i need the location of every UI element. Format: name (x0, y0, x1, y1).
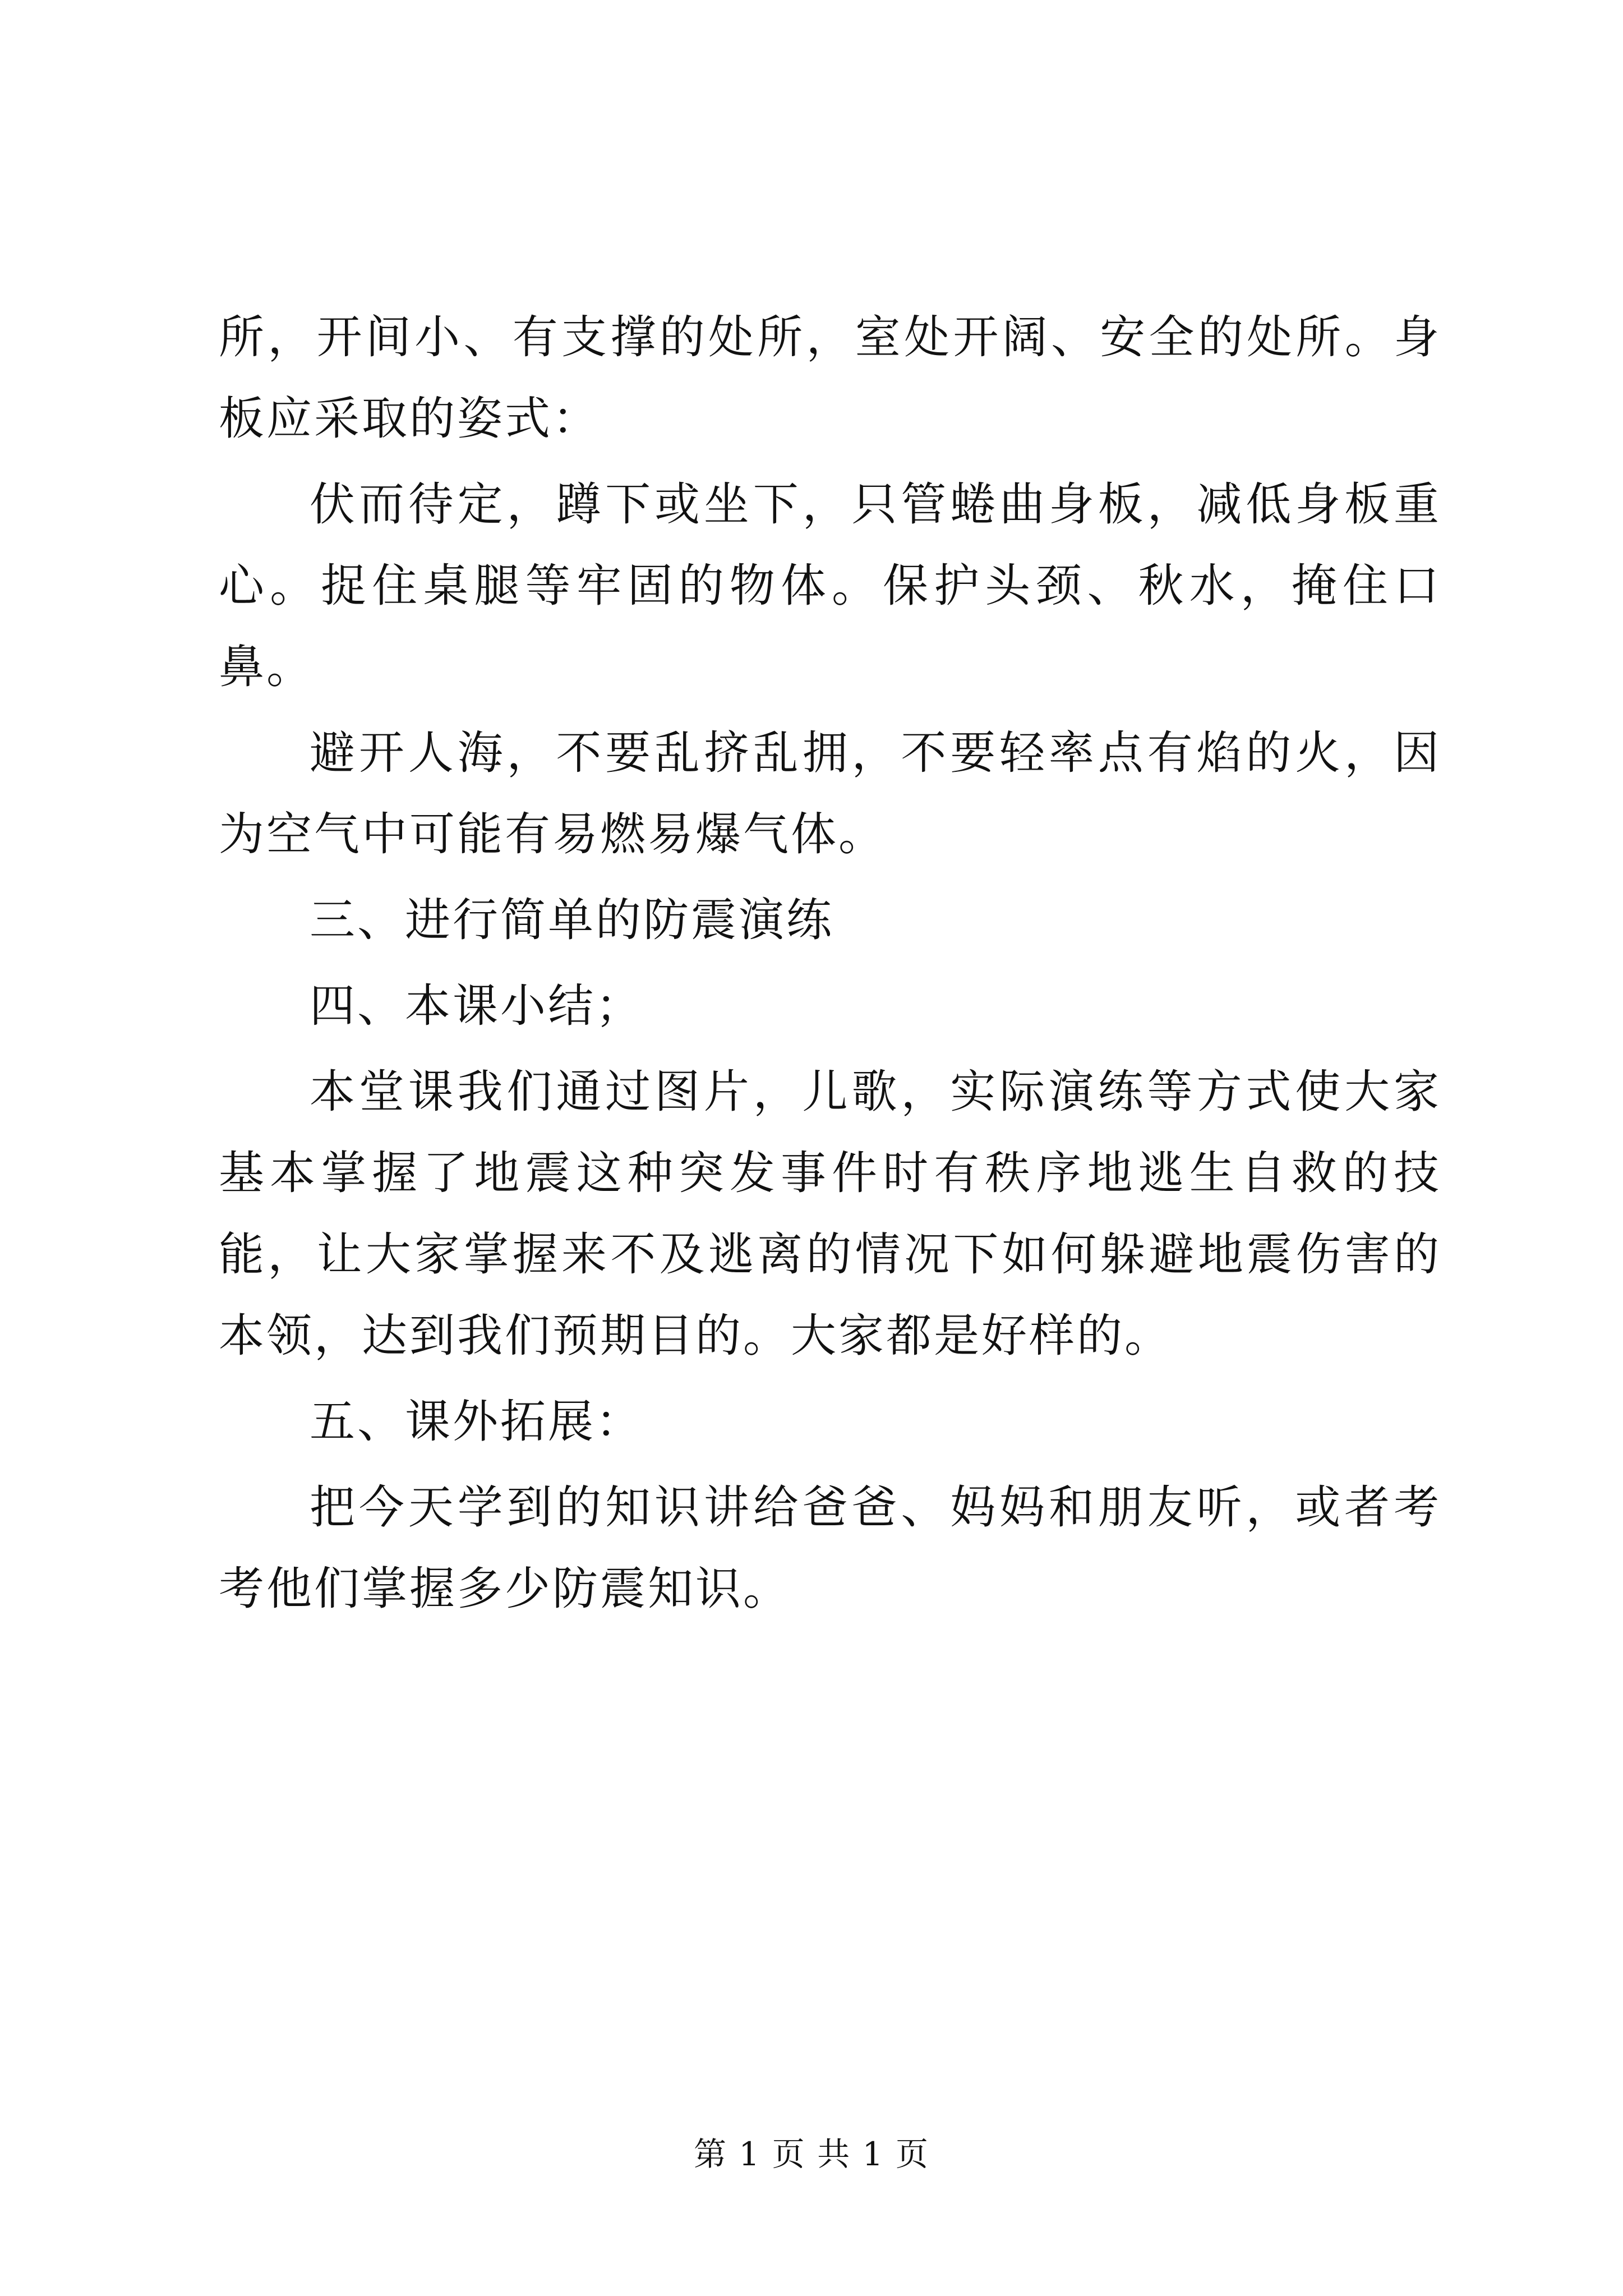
paragraph-continuation: 所，开间小、有支撑的处所，室处开阔、安全的处所。身板应采取的姿式： (219, 311, 1441, 445)
paragraph-posture: 伏而待定，蹲下或坐下，只管蜷曲身板，减低身板重心。捉住桌腿等牢固的物体。保护头颈、秋水，掩住口鼻。 (219, 478, 1441, 694)
section-heading-extension: 五、课外拓展： (310, 1396, 644, 1448)
paragraph-extension: 把今天学到的知识讲给爸爸、妈妈和朋友听，或者考考他们掌握多少防震知识。 (219, 1481, 1441, 1616)
section-heading-drill: 三、进行简单的防震演练 (310, 894, 834, 947)
section-heading-summary: 四、本课小结； (310, 980, 644, 1033)
paragraph-summary: 本堂课我们通过图片，儿歌，实际演练等方式使大家基本掌握了地震这种突发事件时有秩序地逃生自救的技能，让大家掌握来不及逃离的情况下如何躲避地震伤害的本领，达到我们预期目的。大家都是好样的。 (219, 1066, 1441, 1363)
page-footer: 第 1 页 共 1 页 (694, 2135, 929, 2173)
document-body (219, 297, 1441, 1635)
paragraph-avoid-crowds: 避开人海，不要乱挤乱拥，不要轻率点有焰的火，因为空气中可能有易燃易爆气体。 (219, 727, 1441, 861)
